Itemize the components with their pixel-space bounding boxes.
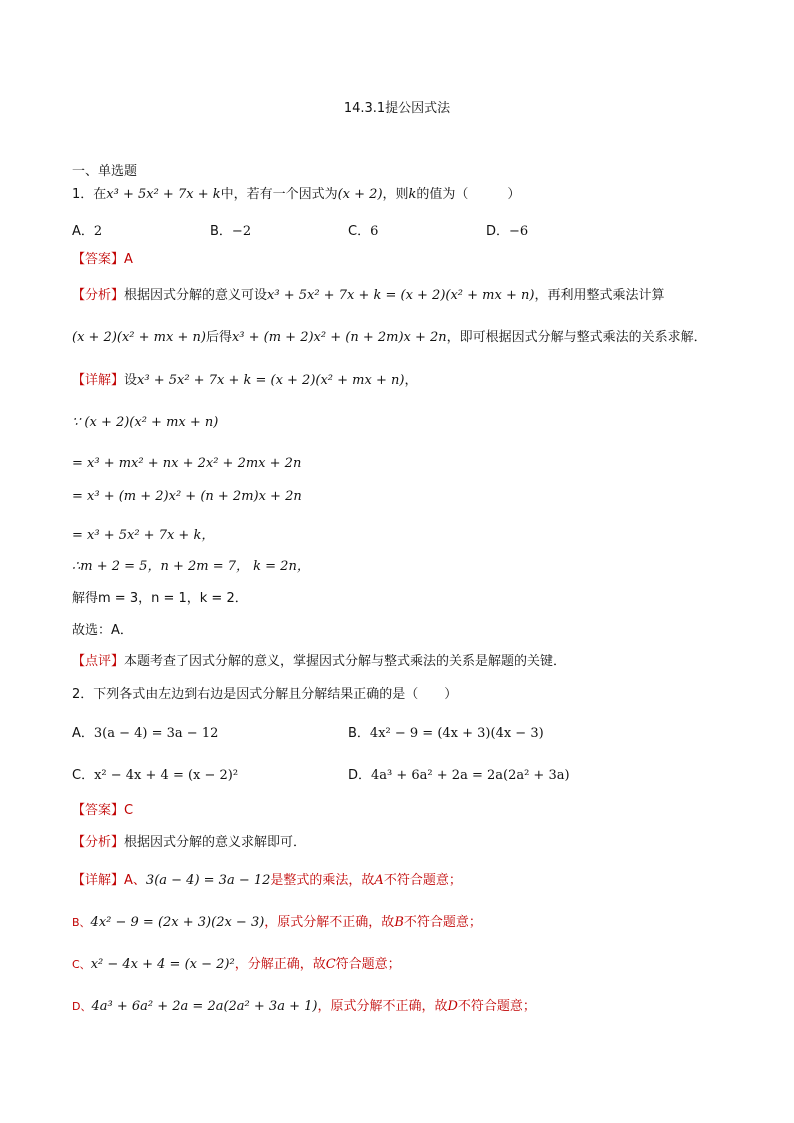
option-value: 4x² − 9 = (4x + 3)(4x − 3) (369, 726, 544, 741)
analysis-expr: x³ + 5x² + 7x + k = (x + 2)(x² + mx + n) (267, 288, 535, 303)
analysis-text: 根据因式分解的意义求解即可． (124, 835, 307, 850)
q1-answer (72, 251, 133, 269)
option-value: 4a³ + 6a² + 2a = 2a(2a² + 3a) (371, 768, 570, 783)
answer-value: C (124, 803, 134, 818)
analysis-text: ，再利用整式乘法计算 (534, 288, 665, 303)
option-value: −6 (509, 224, 529, 239)
analysis-text: 后得 (205, 330, 232, 345)
q1-stem (72, 186, 520, 204)
option-label: D． (486, 224, 510, 239)
q1-stem-expr: x³ + 5x² + 7x + k (106, 187, 221, 202)
option-label: C． (348, 224, 371, 239)
detail-expr: x² − 4x + 4 = (x − 2)² (90, 957, 235, 972)
q1-stem-factor: (x + 2) (337, 187, 383, 202)
detail-text: 符合题意； (335, 957, 401, 972)
detail-text: 不符合题意； (403, 915, 482, 930)
q2-option-c (72, 764, 238, 783)
detail-text: ，原式分解不正确，故 (317, 999, 448, 1014)
detail-prefix: B、 (72, 916, 91, 929)
q1-analysis-line2 (72, 329, 707, 347)
q1-stem-mid: 中，若有一个因式为 (220, 187, 338, 202)
detail-text: 不符合题意； (383, 873, 462, 888)
q2-detail-d (72, 998, 536, 1016)
option-label: C． (72, 768, 95, 783)
option-value: −2 (231, 224, 252, 239)
detail-text: 设 (124, 373, 138, 388)
analysis-expr: (x + 2)(x² + mx + n) (72, 330, 206, 345)
detail-letter: A (374, 873, 384, 888)
detail-prefix: C、 (72, 958, 91, 971)
comment-text: 本题考查了因式分解的意义，掌握因式分解与整式乘法的关系是解题的关键． (124, 654, 567, 669)
analysis-expr: x³ + (m + 2)x² + (n + 2m)x + 2n (231, 330, 447, 345)
option-value: x² − 4x + 4 = (x − 2)² (94, 768, 239, 783)
answer-tag: 【答案】 (72, 803, 125, 818)
detail-letter: C (325, 957, 336, 972)
q1-stem-end: 的值为（ ） (416, 187, 521, 202)
analysis-text: 根据因式分解的意义可设 (124, 288, 268, 303)
option-label: D． (348, 768, 372, 783)
detail-letter: D (447, 999, 458, 1014)
detail-tag: 【详解】 (72, 373, 125, 388)
answer-tag: 【答案】 (72, 252, 125, 267)
q2-stem: 2．下列各式由左边到右边是因式分解且分解结果正确的是（ ） (72, 687, 458, 702)
analysis-text: ，即可根据因式分解与整式乘法的关系求解． (446, 330, 707, 345)
q1-stem-k: k (408, 187, 417, 202)
q2-detail-c (72, 956, 401, 974)
q2-answer (72, 802, 133, 820)
detail-expr: 4x² − 9 = (2x + 3)(2x − 3) (90, 915, 265, 930)
detail-text: 是整式的乘法，故 (270, 873, 375, 888)
q2-option-a (72, 722, 218, 741)
q2-detail-b (72, 914, 482, 932)
q1-option-b (210, 220, 251, 239)
q1-comment (72, 653, 566, 671)
q1-option-c (348, 220, 378, 239)
document-title: 14.3.1提公因式法 (343, 101, 451, 116)
q2-option-b (348, 722, 544, 741)
q1-step-3: = x³ + (m + 2)x² + (n + 2m)x + 2n (72, 489, 302, 504)
answer-value: A (124, 252, 133, 267)
q1-step-4: = x³ + 5x² + 7x + k， (72, 528, 215, 543)
q1-step-1: ∵ (x + 2)(x² + mx + n) (72, 415, 219, 430)
q1-step-7: 故选：A． (72, 623, 133, 638)
q1-stem-prefix: 1．在 (72, 187, 107, 202)
detail-prefix: D、 (72, 1000, 92, 1013)
detail-expr: 4a³ + 6a² + 2a = 2a(2a² + 3a + 1) (91, 999, 318, 1014)
q1-stem-suffix: ，则 (382, 187, 409, 202)
detail-text: ，分解正确，故 (234, 957, 326, 972)
option-value: 2 (93, 224, 103, 239)
detail-text: ， (404, 373, 418, 388)
q2-option-d (348, 764, 570, 783)
q1-analysis-line1 (72, 287, 664, 305)
option-label: B． (210, 224, 232, 239)
q2-analysis (72, 834, 306, 852)
analysis-tag: 【分析】 (72, 288, 125, 303)
option-label: A． (72, 224, 94, 239)
option-label: B． (348, 726, 370, 741)
detail-letter: B (394, 915, 404, 930)
analysis-tag: 【分析】 (72, 835, 125, 850)
option-value: 6 (370, 224, 379, 239)
comment-tag: 【点评】 (72, 654, 125, 669)
q1-option-a (72, 220, 102, 239)
q1-detail-line (72, 372, 417, 390)
detail-prefix: A、 (124, 873, 146, 888)
q1-step-6: 解得m = 3，n = 1，k = 2． (72, 591, 248, 606)
section-heading: 一、单选题 (72, 164, 138, 179)
detail-text: ，原式分解不正确，故 (264, 915, 395, 930)
q1-step-5: ∴m + 2 = 5，n + 2m = 7， k = 2n， (72, 559, 310, 574)
option-value: 3(a − 4) = 3a − 12 (93, 726, 219, 741)
detail-expr: x³ + 5x² + 7x + k = (x + 2)(x² + mx + n) (137, 373, 405, 388)
detail-expr: 3(a − 4) = 3a − 12 (145, 873, 271, 888)
q2-detail-a (72, 872, 462, 890)
detail-tag: 【详解】 (72, 873, 125, 888)
option-label: A． (72, 726, 94, 741)
q1-step-2: = x³ + mx² + nx + 2x² + 2mx + 2n (72, 456, 302, 471)
q1-option-d (486, 220, 528, 239)
detail-text: 不符合题意； (457, 999, 536, 1014)
